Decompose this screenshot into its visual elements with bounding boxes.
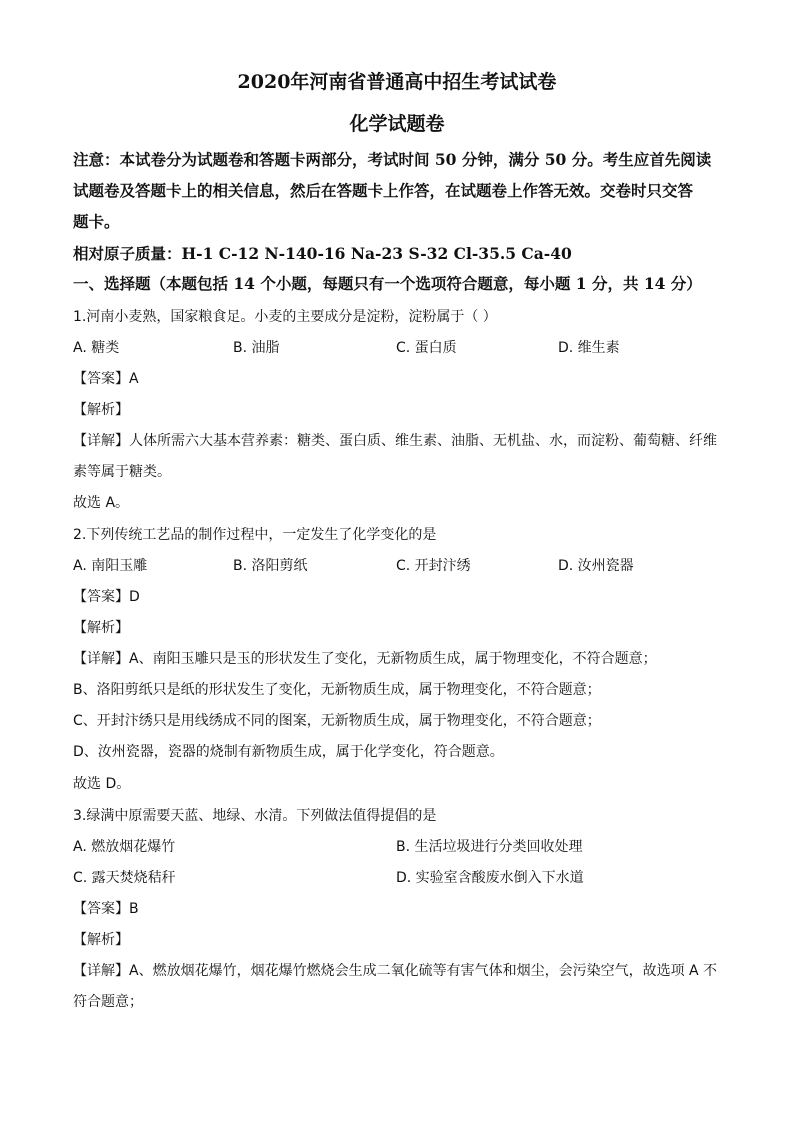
question-2-detail-1: 【详解】A、南阳玉雕只是玉的形状发生了变化，无新物质生成，属于物理变化，不符合题意；: [73, 651, 657, 667]
notice-line-3: 题卡。: [73, 212, 120, 231]
exam-title: 2020年河南省普通高中招生考试试卷: [237, 71, 557, 93]
question-1-option-c: C. 蛋白质: [396, 340, 457, 356]
question-2-option-c: C. 开封汴绣: [396, 558, 471, 574]
question-3-detail-2: 符合题意；: [73, 994, 143, 1010]
question-2-stem: 2.下列传统工艺品的制作过程中，一定发生了化学变化的是: [73, 527, 437, 543]
question-1-option-b: B. 油脂: [233, 340, 280, 356]
question-3-answer: 【答案】B: [73, 901, 139, 917]
question-2-analysis-label: 【解析】: [73, 620, 129, 636]
question-3-option-c: C. 露天焚烧秸秆: [73, 870, 176, 886]
question-3-option-a: A. 燃放烟花爆竹: [73, 839, 176, 855]
question-1-analysis-label: 【解析】: [73, 402, 129, 418]
notice-line-2: 试题卷及答题卡上的相关信息，然后在答题卡上作答，在试题卷上作答无效。交卷时只交答: [73, 181, 694, 200]
question-2-option-a: A. 南阳玉雕: [73, 558, 148, 574]
question-1-detail-1: 【详解】人体所需六大基本营养素：糖类、蛋白质、维生素、油脂、无机盐、水，而淀粉、葡萄糖、纤维: [73, 433, 717, 449]
question-1-stem: 1.河南小麦熟，国家粮食足。小麦的主要成分是淀粉，淀粉属于（ ）: [73, 309, 497, 325]
question-3-option-d: D. 实验室含酸废水倒入下水道: [396, 870, 584, 886]
question-2-option-b: B. 洛阳剪纸: [233, 558, 308, 574]
question-1-conclusion: 故选 A。: [73, 495, 130, 511]
question-3-stem: 3.绿满中原需要天蓝、地绿、水清。下列做法值得提倡的是: [73, 808, 437, 824]
question-3-option-b: B. 生活垃圾进行分类回收处理: [396, 839, 583, 855]
atomic-mass-line: 相对原子质量：H-1 C-12 N-140-16 Na-23 S-32 Cl-35.5 Ca-40: [73, 244, 572, 263]
question-1-option-a: A. 糖类: [73, 340, 120, 356]
question-3-detail-1: 【详解】A、燃放烟花爆竹，烟花爆竹燃烧会生成二氧化硫等有害气体和烟尘，会污染空气，故选项 A 不: [73, 963, 718, 979]
exam-subtitle: 化学试题卷: [349, 113, 445, 135]
question-2-detail-2: B、洛阳剪纸只是纸的形状发生了变化，无新物质生成，属于物理变化，不符合题意；: [73, 682, 601, 698]
question-1-detail-2: 素等属于糖类。: [73, 464, 171, 480]
notice-line-1: 注意：本试卷分为试题卷和答题卡两部分，考试时间 50 分钟，满分 50 分。考生应首先阅读: [73, 150, 712, 169]
question-2-answer: 【答案】D: [73, 589, 140, 605]
section-heading: 一、选择题（本题包括 14 个小题，每题只有一个选项符合题意，每小题 1 分，共 14 分）: [73, 274, 702, 293]
question-1-option-d: D. 维生素: [558, 340, 620, 356]
question-1-answer: 【答案】A: [73, 371, 139, 387]
question-2-detail-4: D、汝州瓷器，瓷器的烧制有新物质生成，属于化学变化，符合题意。: [73, 744, 504, 760]
question-2-detail-3: C、开封汴绣只是用线绣成不同的图案，无新物质生成，属于物理变化，不符合题意；: [73, 713, 601, 729]
question-2-conclusion: 故选 D。: [73, 776, 131, 792]
question-3-analysis-label: 【解析】: [73, 932, 129, 948]
question-2-option-d: D. 汝州瓷器: [558, 558, 634, 574]
